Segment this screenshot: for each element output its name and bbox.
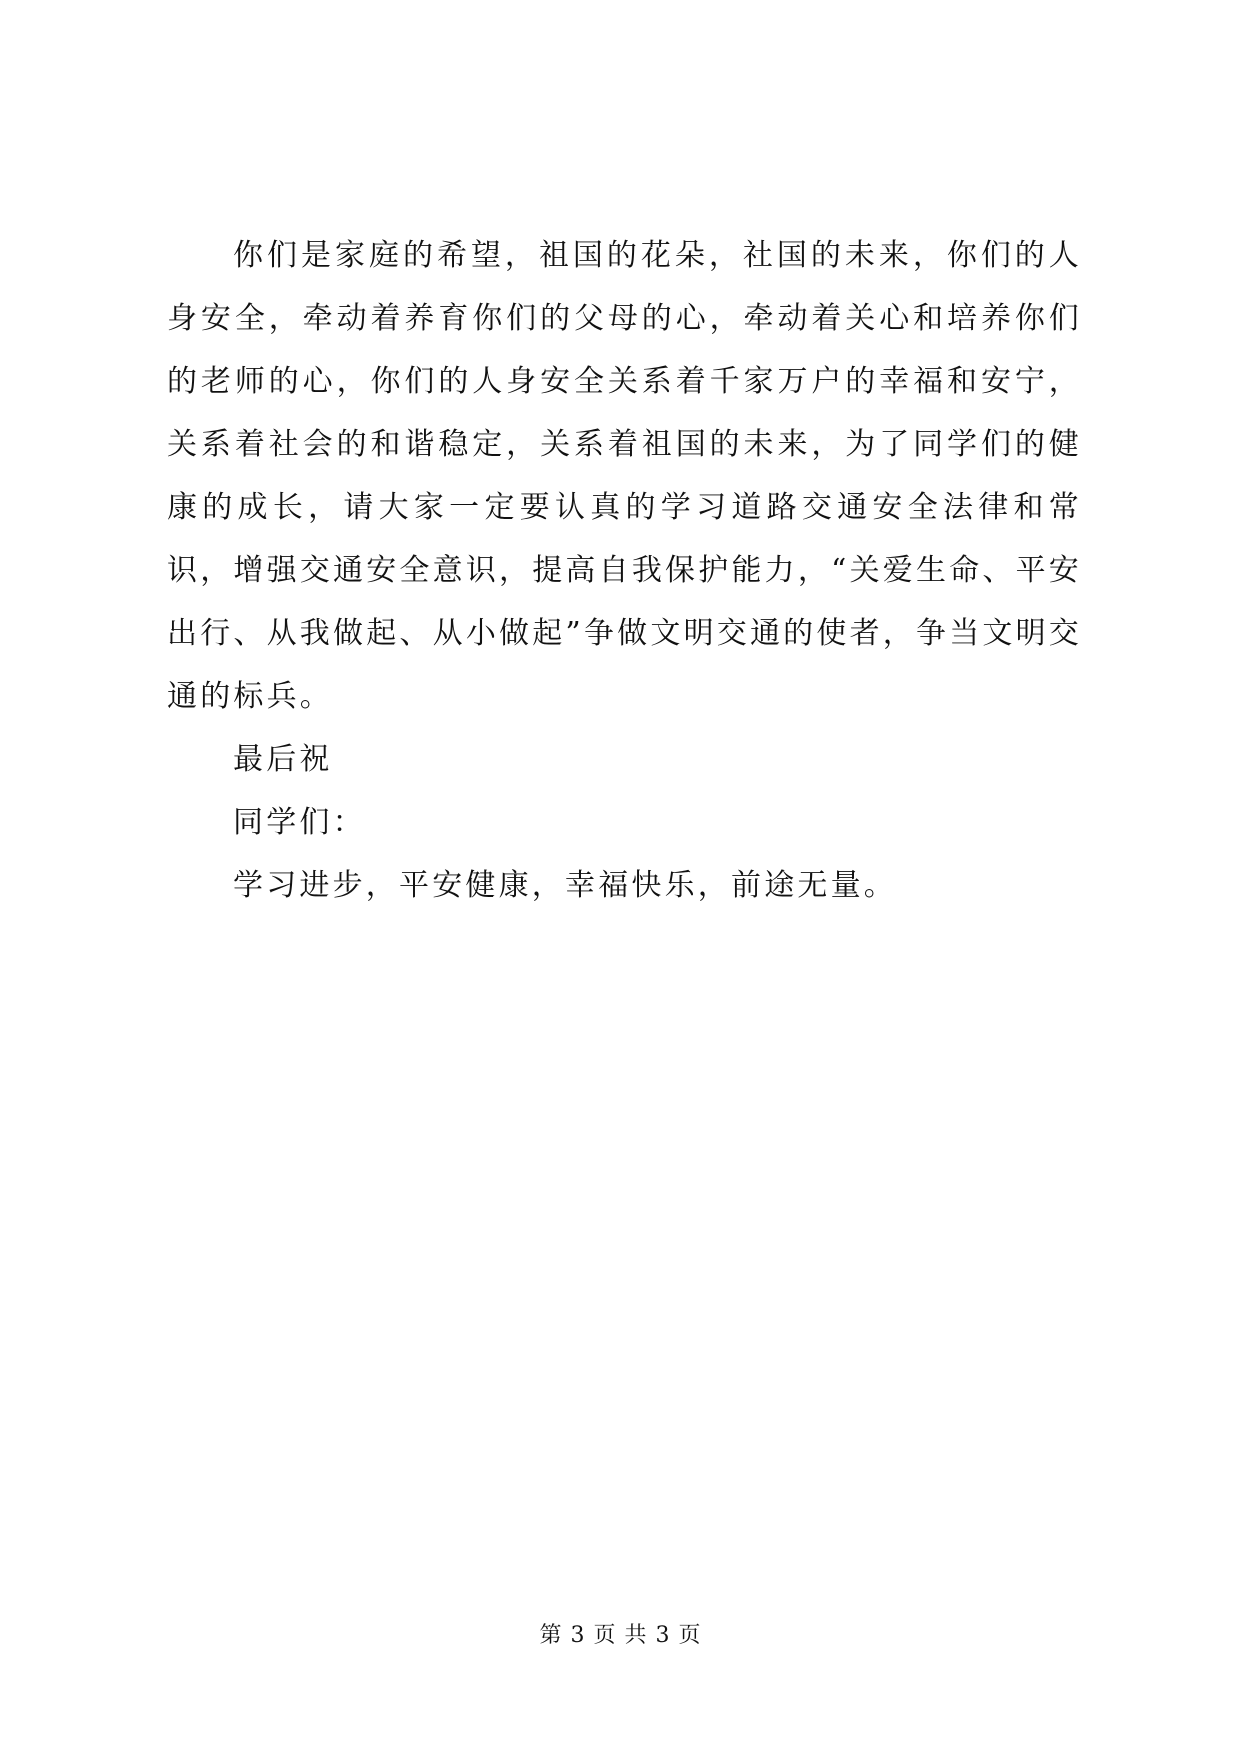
closing-addressee: 同学们： xyxy=(233,805,366,840)
closing-greeting: 最后祝 xyxy=(233,742,333,777)
closing-wishes: 学习进步，平安健康，幸福快乐，前途无量。 xyxy=(233,868,897,903)
page-number-footer: 第 3 页 共 3 页 xyxy=(539,1623,702,1648)
document-body xyxy=(167,224,1082,917)
main-paragraph: 你们是家庭的希望，祖国的花朵，社国的未来，你们的人身安全，牵动着养育你们的父母的心，牵动着关心和培养你们的老师的心，你们的人身安全关系着千家万户的幸福和安宁，关系着社会的和谐稳定，关系着祖国的未来，为了同学们的健康的成长，请大家一定要认真的学习道路交通安全法律和常识，增强交通安全意识，提高自我保护能力，“关爱生命、平安出行、从我做起、从小做起”争做文明交通的使者，争当文明交通的标兵。 xyxy=(167,238,1082,714)
